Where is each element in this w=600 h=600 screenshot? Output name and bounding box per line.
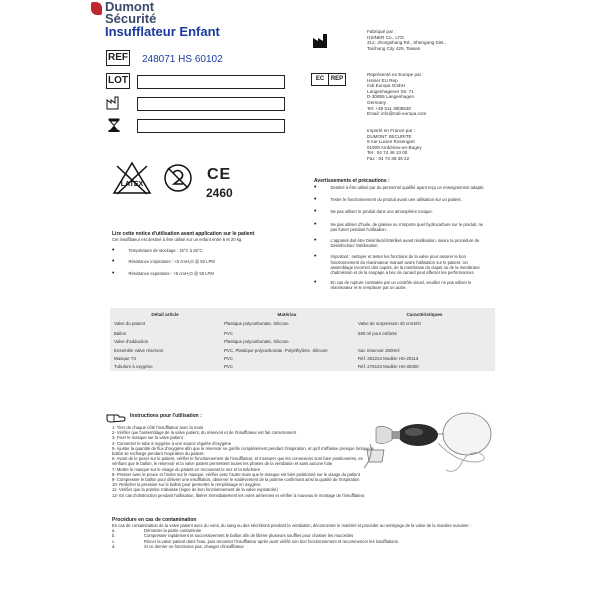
- col-header-characteristics: Caractéristiques: [406, 312, 443, 317]
- expiry-field: [137, 119, 285, 133]
- col-header-material: Matériau: [277, 312, 297, 317]
- warning-item: • En cas de rupture constatée par un contrôle visuel, veuillez ne pas utiliser le réanimateur et le remplacer par un autre.: [314, 279, 472, 291]
- brand-logo-icon: [91, 2, 102, 15]
- importer-block: Importé en France par : DUMONT SECURITE 9 rue Lucien Rosengart 01508 Ambérieu-en-Bugey Tel : 04 74 46 13 00 Fax : 04 74 38 35 22: [367, 128, 422, 161]
- lot-field: [137, 75, 285, 89]
- table-row: Ballon PVC 550 ml pour enfants: [114, 331, 397, 337]
- warning-item: • Ne pas utiliser le produit dans une atmosphère toxique.: [314, 208, 433, 216]
- instruction-step: 5- Ajuster la quantité de flux d'oxygène afin que le réservoir se gonfle complètement pendant l'inspiration, et qu'il s'affaisse presque lorsque le ballon se recharge pendant l'expiration du patient.: [112, 445, 374, 457]
- notice-item: • Température de stockage : 15°C à 25°C: [112, 247, 203, 255]
- notice-heading: Lire cette notice d'utilisation avant application sur le patient: [112, 231, 255, 237]
- warning-item: • Ne pas utiliser d'huile, de graisse ou n'importe quel hydrocarbure sur le produit, ne pas fumer pendant l'utilisation.: [314, 220, 484, 232]
- ec-rep-symbol: EC REP: [311, 73, 346, 86]
- contamination-item: c. Rincer la valve patient dans l'eau, puis remonter l'insufflateur après avoir vérifié son bon fonctionnement et recommencer les insufflations.: [112, 538, 399, 544]
- manufacture-date-icon: [106, 96, 124, 110]
- lot-label: LOT: [106, 73, 130, 89]
- warning-item: • Important : nettoyer et tester les fonctions de la valve pour assurer le bon fonctionnement du réanimateur manuel avant l'utilisation sur le patient. Un assemblage incorrect des capots, de la membrane du clapet ou de la membrane d'admission et de la soupape à bec de canard peut affecter les performances.: [314, 253, 480, 276]
- instruction-step: 2- Vérifier que l'assemblage de la valve patient, du réservoir et de l'insufflateur est fait correctement: [112, 430, 297, 436]
- manufacturer-block: Fabriqué par : HSINER Co., LTD. 312, Jhongshang Rd., Shengang Dist., Taichung City 429, Taiwan: [367, 29, 446, 51]
- product-title: Insufflateur Enfant: [105, 24, 220, 39]
- ce-mark: CE: [207, 166, 232, 183]
- ref-label: REF: [106, 50, 130, 66]
- latex-free-icon: [111, 160, 153, 196]
- notice-intro: Cet insufflateur est destiné à être utilisé sur un enfant entre 5 et 20 kg.: [112, 237, 243, 242]
- warning-item: • Destiné à être utilisé par du personnel qualifié ayant reçu un enseignement adapté.: [314, 184, 485, 191]
- expiry-hourglass-icon: [108, 118, 120, 133]
- contamination-item: a. Démonter la partie contaminée: [112, 528, 202, 534]
- warning-item: • L'appareil doit être Désinfecté/Stérilisé avant réutilisation, suivre la procédure de Désinfection/ Stérilisation.: [314, 237, 480, 249]
- instructions-steps: [112, 425, 498, 498]
- manufacturer-icon: [312, 33, 332, 49]
- col-header-detail: Détail article: [151, 312, 179, 317]
- instruction-step: 3- Fixer le masque sur la valve patient: [112, 435, 183, 441]
- warnings-heading: Avertissements et précautions :: [314, 178, 390, 184]
- table-row: Valve d'adduction Plastique polycarbonate, Silicone: [114, 338, 289, 344]
- contamination-heading: Procédure en cas de contamination: [112, 517, 197, 523]
- table-header-row: [110, 310, 495, 321]
- instruction-step: 7- Mettre le masque sur le visage du patient en recouvrant le nez et la mâchoire: [112, 466, 261, 472]
- latex-label: LATEX: [120, 181, 144, 188]
- table-row: Ensemble valve réservoir PVC, Plastique polycarbonate, Polyéthylène, Silicone Sac réservoir 2500ml: [114, 348, 400, 354]
- pointing-hand-icon: [106, 410, 126, 424]
- contamination-item: d. Si ce dernier ne fonctionne pas, changer d'insufflateur: [112, 543, 244, 549]
- ref-value: 248071 HS 60102: [142, 54, 223, 65]
- table-row: Masque T3 PVC Réf. 302213 Modèle HS-20113: [114, 355, 419, 361]
- notice-item: • Résistance inspiratoire : <5 cmH₂O @ 50 LPM: [112, 258, 215, 266]
- brand-name: Dumont Sécurité: [105, 0, 157, 26]
- warning-item: • Tester le fonctionnement du produit avant une utilisation sur un patient.: [314, 196, 462, 204]
- instruction-step: 6- Avant de le poser sur le patient, vérifier le fonctionnement de l'insufflateur, et s'assurer que les connexions sont bien positionnées, en vérifiant que le ballon, le réservoir et la valve patient permettent toutes les phases de la ventilation et sans aucune fuite: [112, 456, 363, 467]
- manufacture-date-field: [137, 97, 285, 111]
- warnings-list: [314, 185, 488, 291]
- parts-table: [110, 308, 495, 371]
- instruction-step: 9- Compresser le ballon pour délivrer une insufflation, observer le soulèvement de la poitrine confirmant ainsi la qualité de l'inspiration: [112, 477, 360, 483]
- instruction-step: 4- Connecter le tube à oxygène à une source régulée d'oxygène: [112, 440, 232, 446]
- instructions-heading: Instructions pour l'utilisation :: [130, 413, 202, 419]
- notified-body-number: 2460: [206, 186, 233, 200]
- contamination-block: [112, 517, 498, 549]
- contamination-item: b. Compresser rapidement et successivement le ballon afin de libérer plusieurs souffles pour chasser les mucosités: [112, 533, 354, 539]
- single-use-icon: [163, 163, 193, 193]
- instruction-step: 11- Vérifier que la poitrine s'abaisse (signe de bon fonctionnement de la valve expiratoire): [112, 487, 278, 493]
- instruction-step: 1- Tirer de chaque côté l'insufflateur avec la main: [112, 425, 204, 430]
- contamination-intro: En cas de contamination de la valve patient avec du vomi, du sang ou des sécrétions pendant la ventilation, déconnecter le matériel et procéder au nettoyage de la valve de la manière suivante :: [112, 523, 471, 528]
- instruction-step: 8- Presser avec le pouce et l'index sur le masque, vérifier avec l'autre main que le masque est bien positionné sur le visage du patient: [112, 471, 360, 477]
- instruction-step: 10- Relâcher la pression sur le ballon pour permettre le remplissage en oxygène: [112, 482, 261, 488]
- table-row: Valve du patient Plastique polycarbonate, Silicone Valve de surpression 40 cmH2O: [114, 320, 421, 326]
- notice-item: • Résistance expiratoire : <5 cmH₂O @ 50 LPM: [112, 269, 214, 277]
- instruction-step: 12- En cas d'obstruction pendant l'utilisation, libérer immédiatement les voies aériennes et vérifier à nouveau le montage de l'insufflateur.: [112, 492, 366, 498]
- notice-block: [112, 231, 302, 276]
- table-row: Tubulure à oxygène PVC Réf. 278103 Modèle HS-30300: [114, 363, 419, 369]
- representative-block: Représenté en Europe par : Hsiner EU Rep mdi Europa GmbH Langenhagener Str. 71 D-30855 Langenhagen Germany Tel: +49 511 3908530 Email: info@mdi-europa.com: [367, 72, 427, 117]
